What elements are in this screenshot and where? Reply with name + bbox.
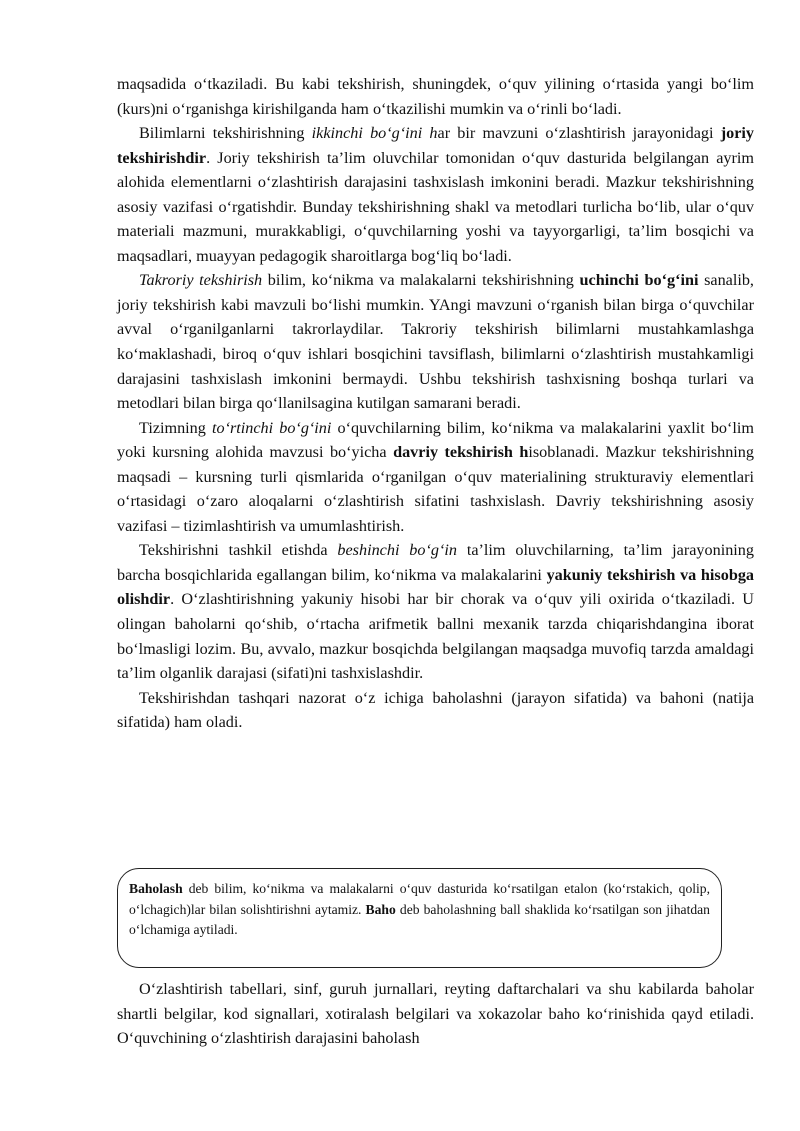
text-run: sanalib, joriy tekshirish kabi mavzuli bo‘lishi mumkin. YAngi mavzuni o‘rganish bilan birga o‘quvchilar avval o‘rganilganlarni takrorlaydilar. Takroriy tekshirish bilimlarni mustahkamlashga ko‘maklashadi, biroq o‘quv ishlari bosqichini tavsiflash, bilimlarni o‘zlashtirish mustahkamligi darajasini tashxislash imkonini bermaydi. Ushbu tekshirish tashxisning boshqa turlari va metodlari bilan birga qo‘llanilsagina kutilgan samarani beradi. — [117, 271, 754, 413]
text-run: . Joriy tekshirish ta’lim oluvchilar tomonidan o‘quv dasturida belgilangan ayrim alohida elementlarni o‘zlashtirish darajasini tashxislash imkonini beradi. Mazkur tekshirishning asosiy vazifasi o‘rgatishdir. Bunday tekshirishning shakl va metodlari turlicha bo‘lib, ular o‘quv materiali mazmuni, murakkabligi, o‘quvchilarning yoshi va tayyorgarligi, ta’lim bosqichi va maqsadlari, muayyan pedagogik sharoitlarga bog‘liq bo‘ladi. — [117, 148, 754, 265]
emphasis-fifth-link: beshinchi bo‘g‘in — [337, 541, 457, 560]
text-run: Bilimlarni tekshirishning — [139, 124, 312, 143]
text-run: deb bilim, ko‘nikma va malakalarni o‘quv dasturida ko‘rsatilgan etalon (ko‘rstakich, qolip, o‘lchagich)lar bilan solishtirishni aytamiz. — [129, 881, 710, 917]
emphasis-repeat-check: Takroriy tekshirish — [139, 271, 263, 290]
text-run: Tizimning — [139, 418, 212, 437]
paragraph-repeat-check — [117, 268, 754, 415]
emphasis-fourth-link: to‘rtinchi bo‘g‘ini — [211, 418, 332, 437]
emphasis-second-link: ikkinchi bo‘g‘ini h — [311, 124, 438, 143]
paragraph-intro: maqsadida o‘tkaziladi. Bu kabi tekshirish, shuningdek, o‘quv yilining o‘rtasida yangi bo‘lim (kurs)ni o‘rganishga kirishilganda ham o‘tkazilishi mumkin va o‘rinli bo‘ladi. — [117, 75, 754, 118]
term-baho: Baho — [365, 901, 396, 917]
text-run: isoblanadi. Mazkur tekshirishning maqsadi – kursning turli qismlarida o‘rganilgan o‘quv materialining strukturaviy elementlari o‘rtasidagi o‘zaro aloqalarni o‘zlashtirish sifatini tashxislash. Davriy tekshirishning asosiy vazifasi – tizimlashtirish va umumlashtirish. — [117, 443, 754, 535]
paragraph-final-check — [117, 538, 754, 685]
text-run: bilim, ko‘nikma va malakalarni tekshirishning — [262, 271, 580, 290]
paragraph-periodic-check — [117, 416, 754, 539]
paragraph-current-check — [117, 121, 754, 268]
text-run: ar bir mavzuni o‘zlashtirish jarayonidagi — [437, 124, 721, 143]
term-current-check: joriy tekshirishdir — [117, 124, 754, 167]
text-run: deb baholashning ball shaklida ko‘rsatilgan son jihatdan o‘lchamiga aytiladi. — [129, 901, 710, 938]
paragraph-records: O‘zlashtirish tabellari, sinf, guruh jurnallari, reyting daftarchalari va shu kabilarda baholar shartli belgilar, kod signallari, xotiralash belgilari va xokazolar baho ko‘rinishida qayd etiladi. O‘quvchining o‘zlashtirish darajasini baholash — [117, 980, 754, 1048]
term-periodic-check: davriy tekshirish h — [393, 443, 529, 462]
term-baholash: Baholash — [129, 881, 183, 896]
text-run: o‘quvchilarning bilim, ko‘nikma va malakalarini yaxlit bo‘lim yoki kursning alohida mavzusi bo‘yicha — [117, 418, 754, 462]
term-final-check: yakuniy tekshirish va hisobga olishdir — [117, 565, 755, 609]
body-text-continued — [117, 977, 754, 1051]
term-third-link: uchinchi bo‘g‘ini — [579, 271, 699, 290]
paragraph-assessment: Tekshirishdan tashqari nazorat o‘z ichiga baholashni (jarayon sifatida) va bahoni (natija sifatida) ham oladi. — [117, 688, 754, 732]
text-run: ta’lim oluvchilarning, ta’lim jarayonining barcha bosqichlarida egallangan bilim, ko‘nikma va malakalarini — [117, 541, 754, 584]
text-run: Tekshirishni tashkil etishda — [139, 541, 338, 560]
text-run: . O‘zlashtirishning yakuniy hisobi har bir chorak va o‘quv yili oxirida o‘tkaziladi. U olingan baholarni qo‘shib, o‘rtacha arifmetik ballni mexanik tarzda chiqarishdangina iborat bo‘lmasligi lozim. Bu, avvalo, mazkur bosqichda belgilangan maqsadga muvofiq tarzda amaldagi ta’lim olganlik darajasi (sifati)ni tashxislashdir. — [117, 590, 754, 683]
body-text — [117, 72, 754, 735]
definition-box — [117, 868, 722, 968]
